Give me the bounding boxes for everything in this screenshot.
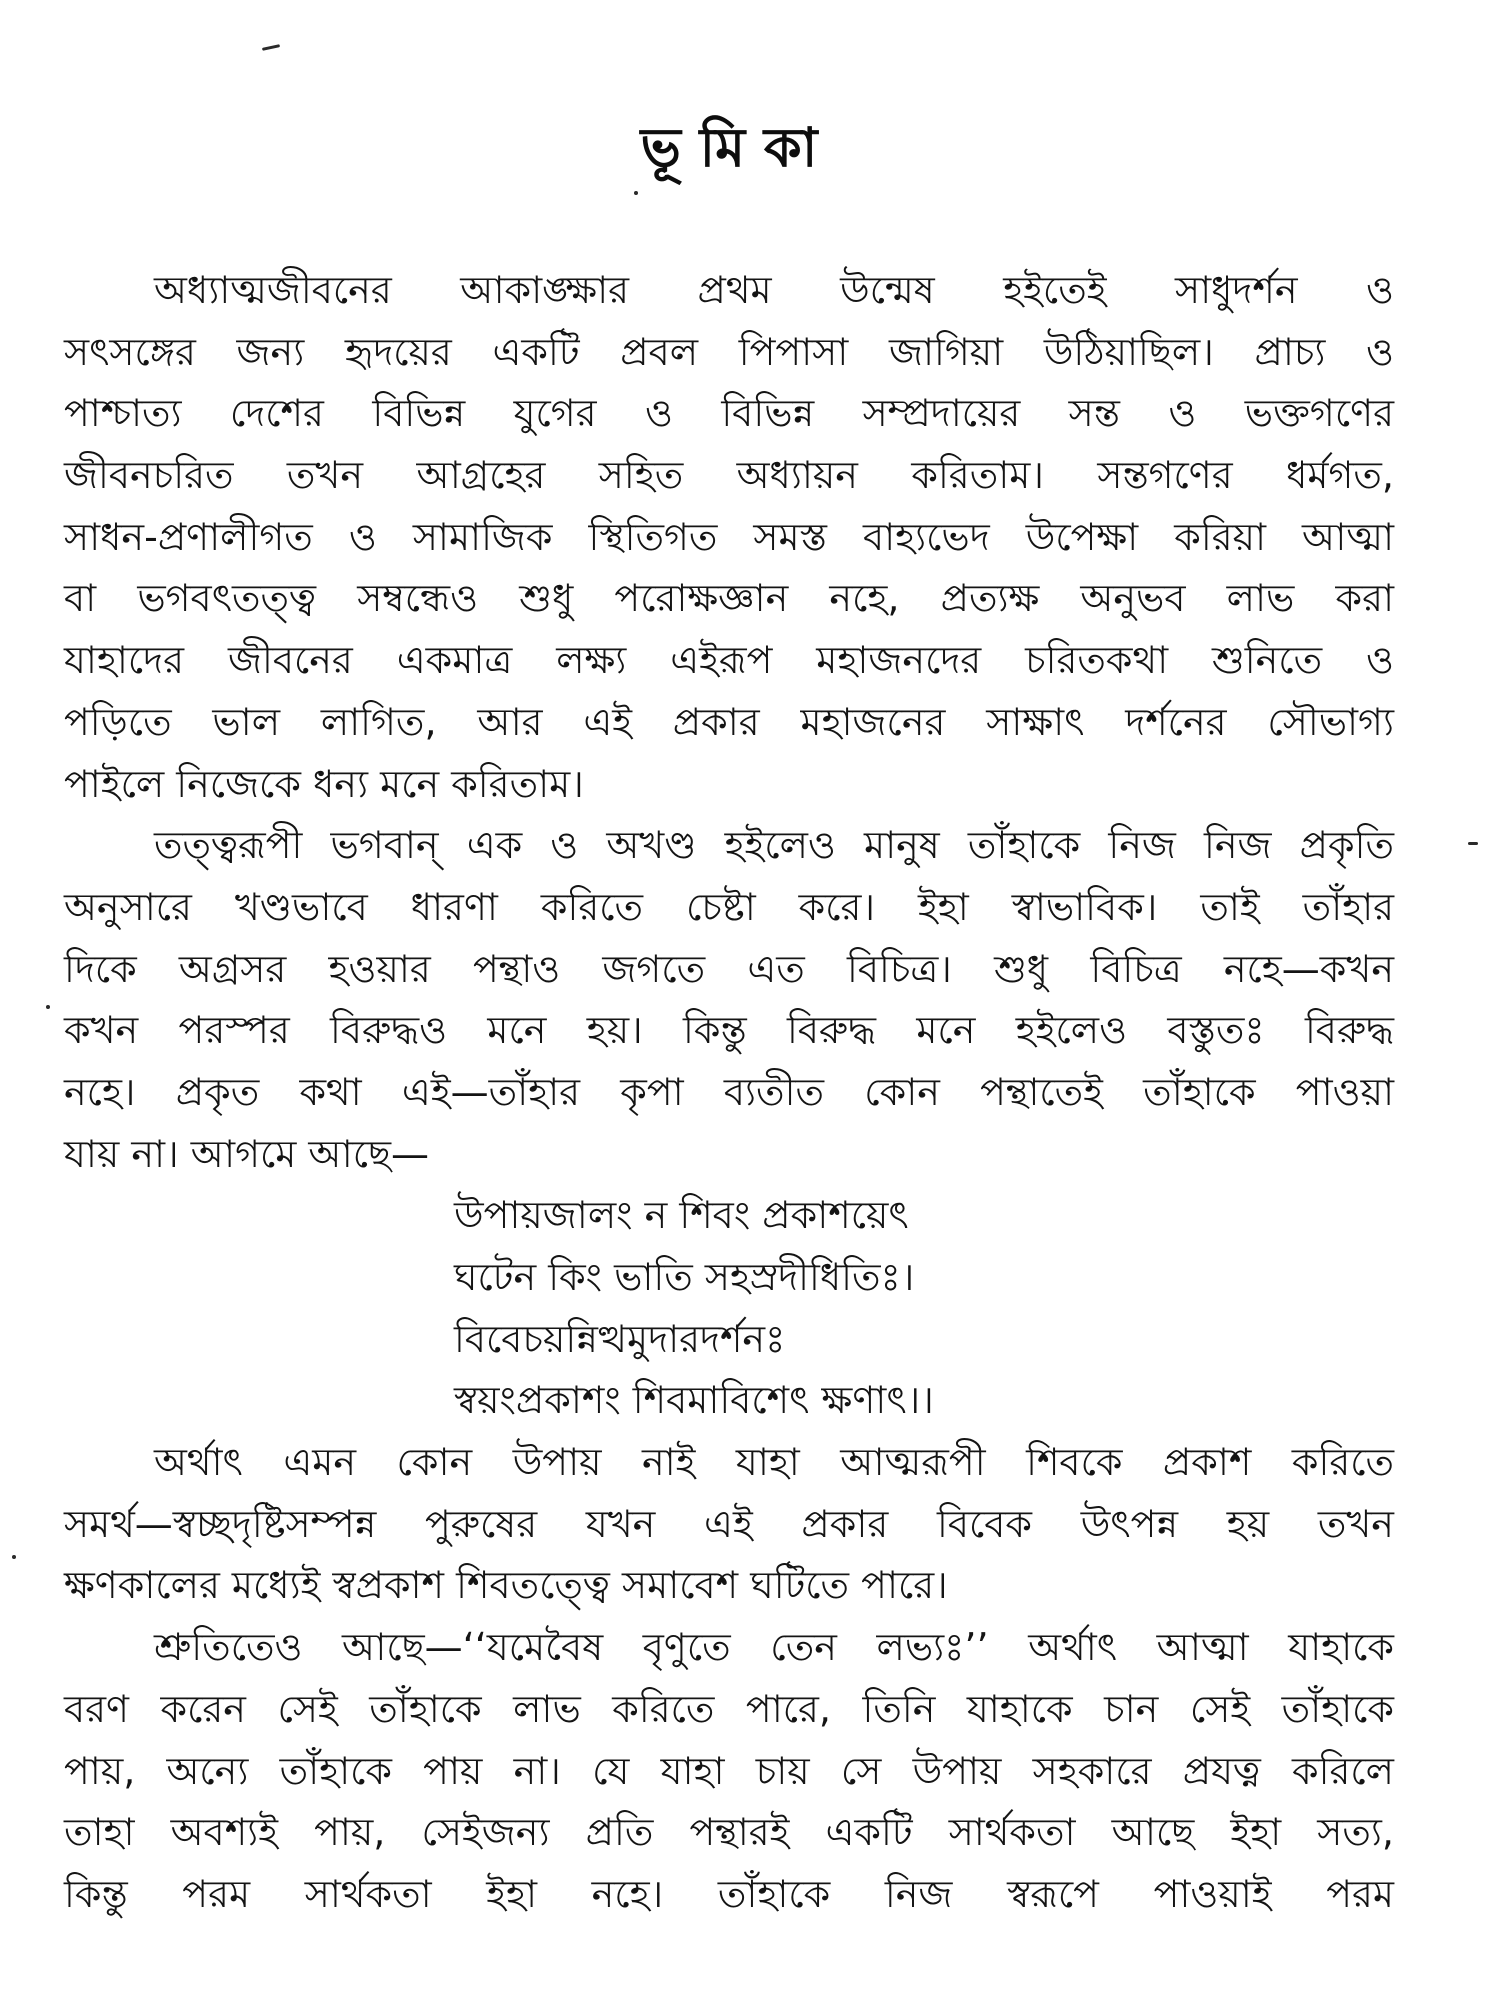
paragraph-line: কিন্তু পরম সার্থকতা ইহা নহে। তাঁহাকে নিজ স্বরূপে পাওয়াই পরম [64,1871,1394,1916]
paragraph-line: অনুসারে খণ্ডভাবে ধারণা করিতে চেষ্টা করে। ইহা স্বাভাবিক। তাই তাঁহার [64,884,1394,929]
paragraph-1 [64,260,1394,815]
paragraph-line: বা ভগবৎতত্ত্ব সম্বন্ধেও শুধু পরোক্ষজ্ঞান নহে, প্রত্যক্ষ অনুভব লাভ করা [64,576,1394,621]
paragraph-line: যাহাদের জীবনের একমাত্র লক্ষ্য এইরূপ মহাজনদের চরিতকথা শুনিতে ও [64,638,1394,683]
paragraph-line: সমর্থ—স্বচ্ছদৃষ্টিসম্পন্ন পুরুষের যখন এই প্রকার বিবেক উৎপন্ন হয় তখন [64,1501,1394,1546]
paragraph-line: অধ্যাত্মজীবনের আকাঙ্ক্ষার প্রথম উন্মেষ হইতেই সাধুদর্শন ও [154,268,1394,312]
paragraph-line: ক্ষণকালের মধ্যেই স্বপ্রকাশ শিবতত্ত্বে সমাবেশ ঘটিতে পারে। [64,1563,948,1608]
verse-line: স্বয়ংপ্রকাশং শিবমাবিশেৎ ক্ষণাৎ।। [454,1378,934,1423]
paragraph-line: পাইলে নিজেকে ধন্য মনে করিতাম। [64,761,584,806]
paragraph-line: তত্ত্বরূপী ভগবান্ এক ও অখণ্ড হইলেও মানুষ তাঁহাকে নিজ নিজ প্রকৃতি [154,823,1394,868]
paragraph-line: তাহা অবশ্যই পায়, সেইজন্য প্রতি পন্থারই একটি সার্থকতা আছে ইহা সত্য, [64,1810,1394,1855]
scan-speck [634,191,638,195]
verse-line: ঘটেন কিং ভাতি সহস্রদীধিতিঃ। [454,1255,915,1299]
paragraph-line: পাশ্চাত্য দেশের বিভিন্ন যুগের ও বিভিন্ন সম্প্রদায়ের সন্ত ও ভক্তগণের [64,391,1394,436]
scan-speck [12,1555,16,1559]
scan-speck [262,44,280,51]
paragraph-line: শ্রুতিতেও আছে—‘‘যমেবৈষ বৃণুতে তেন লভ্যঃ’’ অর্থাৎ আত্মা যাহাকে [154,1625,1394,1670]
paragraph-line: যায় না। আগমে আছে— [64,1131,430,1176]
scan-speck [46,1005,50,1009]
paragraph-line: দিকে অগ্রসর হওয়ার পন্থাও জগতে এত বিচিত্র। শুধু বিচিত্র নহে—কখন [64,946,1394,991]
paragraph-line: সাধন-প্রণালীগত ও সামাজিক স্থিতিগত সমস্ত বাহ্যভেদ উপেক্ষা করিয়া আত্মা [64,514,1394,559]
paragraph-line: পায়, অন্যে তাঁহাকে পায় না। যে যাহা চায় সে উপায় সহকারে প্রযত্ন করিলে [64,1748,1394,1793]
paragraph-line: বরণ করেন সেই তাঁহাকে লাভ করিতে পারে, তিনি যাহাকে চান সেই তাঁহাকে [64,1686,1394,1731]
page-body [64,260,1394,1926]
scan-speck [1468,842,1478,845]
page-title: ভূ মি কা [640,116,818,180]
paragraph-line: জীবনচরিত তখন আগ্রহের সহিত অধ্যায়ন করিতাম। সন্তগণের ধর্মগত, [64,453,1394,498]
paragraph-line: পড়িতে ভাল লাগিত, আর এই প্রকার মহাজনের সাক্ষাৎ দর্শনের সৌভাগ্য [64,699,1394,744]
paragraph-3 [64,1432,1394,1617]
paragraph-2 [64,815,1394,1185]
paragraph-line: সৎসঙ্গের জন্য হৃদয়ের একটি প্রবল পিপাসা জাগিয়া উঠিয়াছিল। প্রাচ্য ও [64,329,1394,374]
sanskrit-verse [64,1185,1394,1432]
paragraph-line: কখন পরস্পর বিরুদ্ধও মনে হয়। কিন্তু বিরুদ্ধ মনে হইলেও বস্তুতঃ বিরুদ্ধ [64,1008,1394,1053]
paragraph-line: অর্থাৎ এমন কোন উপায় নাই যাহা আত্মরূপী শিবকে প্রকাশ করিতে [154,1440,1394,1485]
paragraph-4 [64,1617,1394,1925]
paragraph-line: নহে। প্রকৃত কথা এই—তাঁহার কৃপা ব্যতীত কোন পন্থাতেই তাঁহাকে পাওয়া [64,1069,1394,1114]
verse-line: উপায়জালং ন শিবং প্রকাশয়েৎ [454,1193,909,1238]
verse-line: বিবেচয়ন্নিত্থমুদারদর্শনঃ [454,1316,786,1361]
